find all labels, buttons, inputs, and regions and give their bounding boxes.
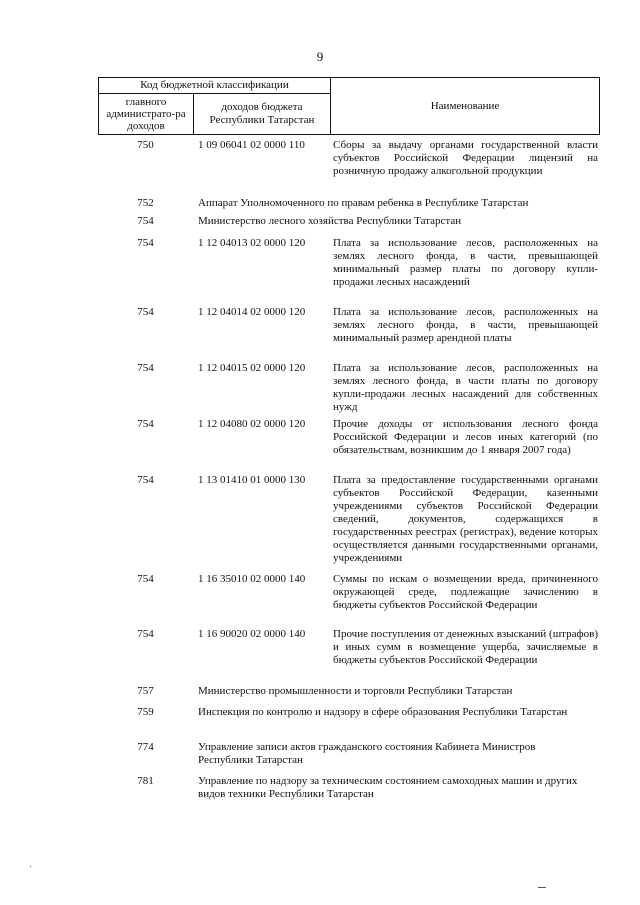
budget-code: 1 13 01410 01 0000 130 [198,474,306,486]
header-budget-income: доходов бюджета Республики Татарстан [194,94,331,134]
admin-code: 754 [137,237,154,249]
admin-code: 754 [137,418,154,430]
row-name: Плата за предоставление государственными органами субъектов Российской Федерации, казенными учреждениями субъектов Российской Федерации сведений, документов, содержащихся в государственных реестрах (регистрах), ведение которых осуществляется данными государственными органами, учреждениями [333,474,598,564]
admin-code: 752 [137,197,154,209]
row-name: Министерство промышленности и торговли Республики Татарстан [198,685,513,697]
table-header [98,77,600,135]
budget-code: 1 12 04015 02 0000 120 [198,362,306,374]
budget-code: 1 12 04014 02 0000 120 [198,306,306,318]
row-name: Управление записи актов гражданского состояния Кабинета Министров Республики Татарстан [198,741,536,766]
admin-code: 754 [137,628,154,640]
row-name: Плата за использование лесов, расположенных на землях лесного фонда, в части, превышающей минимальный размер платы по договору купли-продажи лесных насаждений [333,237,598,288]
row-name: Плата за использование лесов, расположенных на землях лесного фонда, в части платы по договору купли-продажи лесных насаждений для собственных нужд [333,362,598,413]
budget-code: 1 16 90020 02 0000 140 [198,628,306,640]
admin-code: 781 [137,775,154,787]
header-name: Наименование [430,100,500,112]
budget-code: 1 12 04013 02 0000 120 [198,237,306,249]
row-name: Плата за использование лесов, расположенных на землях лесного фонда, в части, превышающей минимальный размер арендной платы [333,306,598,344]
page-number: 9 [316,49,324,64]
header-chief-administrator: главного администрато-ра доходов [99,94,194,134]
admin-code: 754 [137,573,154,585]
admin-code: 754 [137,474,154,486]
admin-code: 757 [137,685,154,697]
budget-code: 1 12 04080 02 0000 120 [198,418,306,430]
budget-code: 1 16 35010 02 0000 140 [198,573,306,585]
admin-code: 774 [137,741,154,753]
admin-code: 759 [137,706,154,718]
admin-code: 750 [137,139,154,151]
admin-code: 754 [137,306,154,318]
row-name: Суммы по искам о возмещении вреда, причиненного окружающей среде, подлежащие зачислению в бюджеты субъектов Российской Федерации [333,573,598,611]
row-name: Аппарат Уполномоченного по правам ребенка в Республике Татарстан [198,197,529,209]
scan-dot [30,866,31,867]
header-budget-classification-code: Код бюджетной классификации [99,78,331,94]
row-name: Министерство лесного хозяйства Республики Татарстан [198,215,462,227]
row-name: Сборы за выдачу органами государственной власти субъектов Российской Федерации лицензий на розничную продажу алкогольной продукции [333,139,598,177]
row-name: Прочие доходы от использования лесного фонда Российской Федерации и лесов иных категорий (по обязательствам, возникшим до 1 января 2007 года) [333,418,598,456]
row-name: Управление по надзору за техническим состоянием самоходных машин и других видов техники Республики Татарстан [198,775,578,800]
row-name: Прочие поступления от денежных взысканий (штрафов) и иных сумм в возмещение ущерба, зачисляемые в бюджеты субъектов Российской Федерации [333,628,598,666]
scan-mark [538,887,546,888]
budget-code: 1 09 06041 02 0000 110 [198,139,305,151]
admin-code: 754 [137,215,154,227]
row-name: Инспекция по контролю и надзору в сфере образования Республики Татарстан [198,706,568,718]
admin-code: 754 [137,362,154,374]
